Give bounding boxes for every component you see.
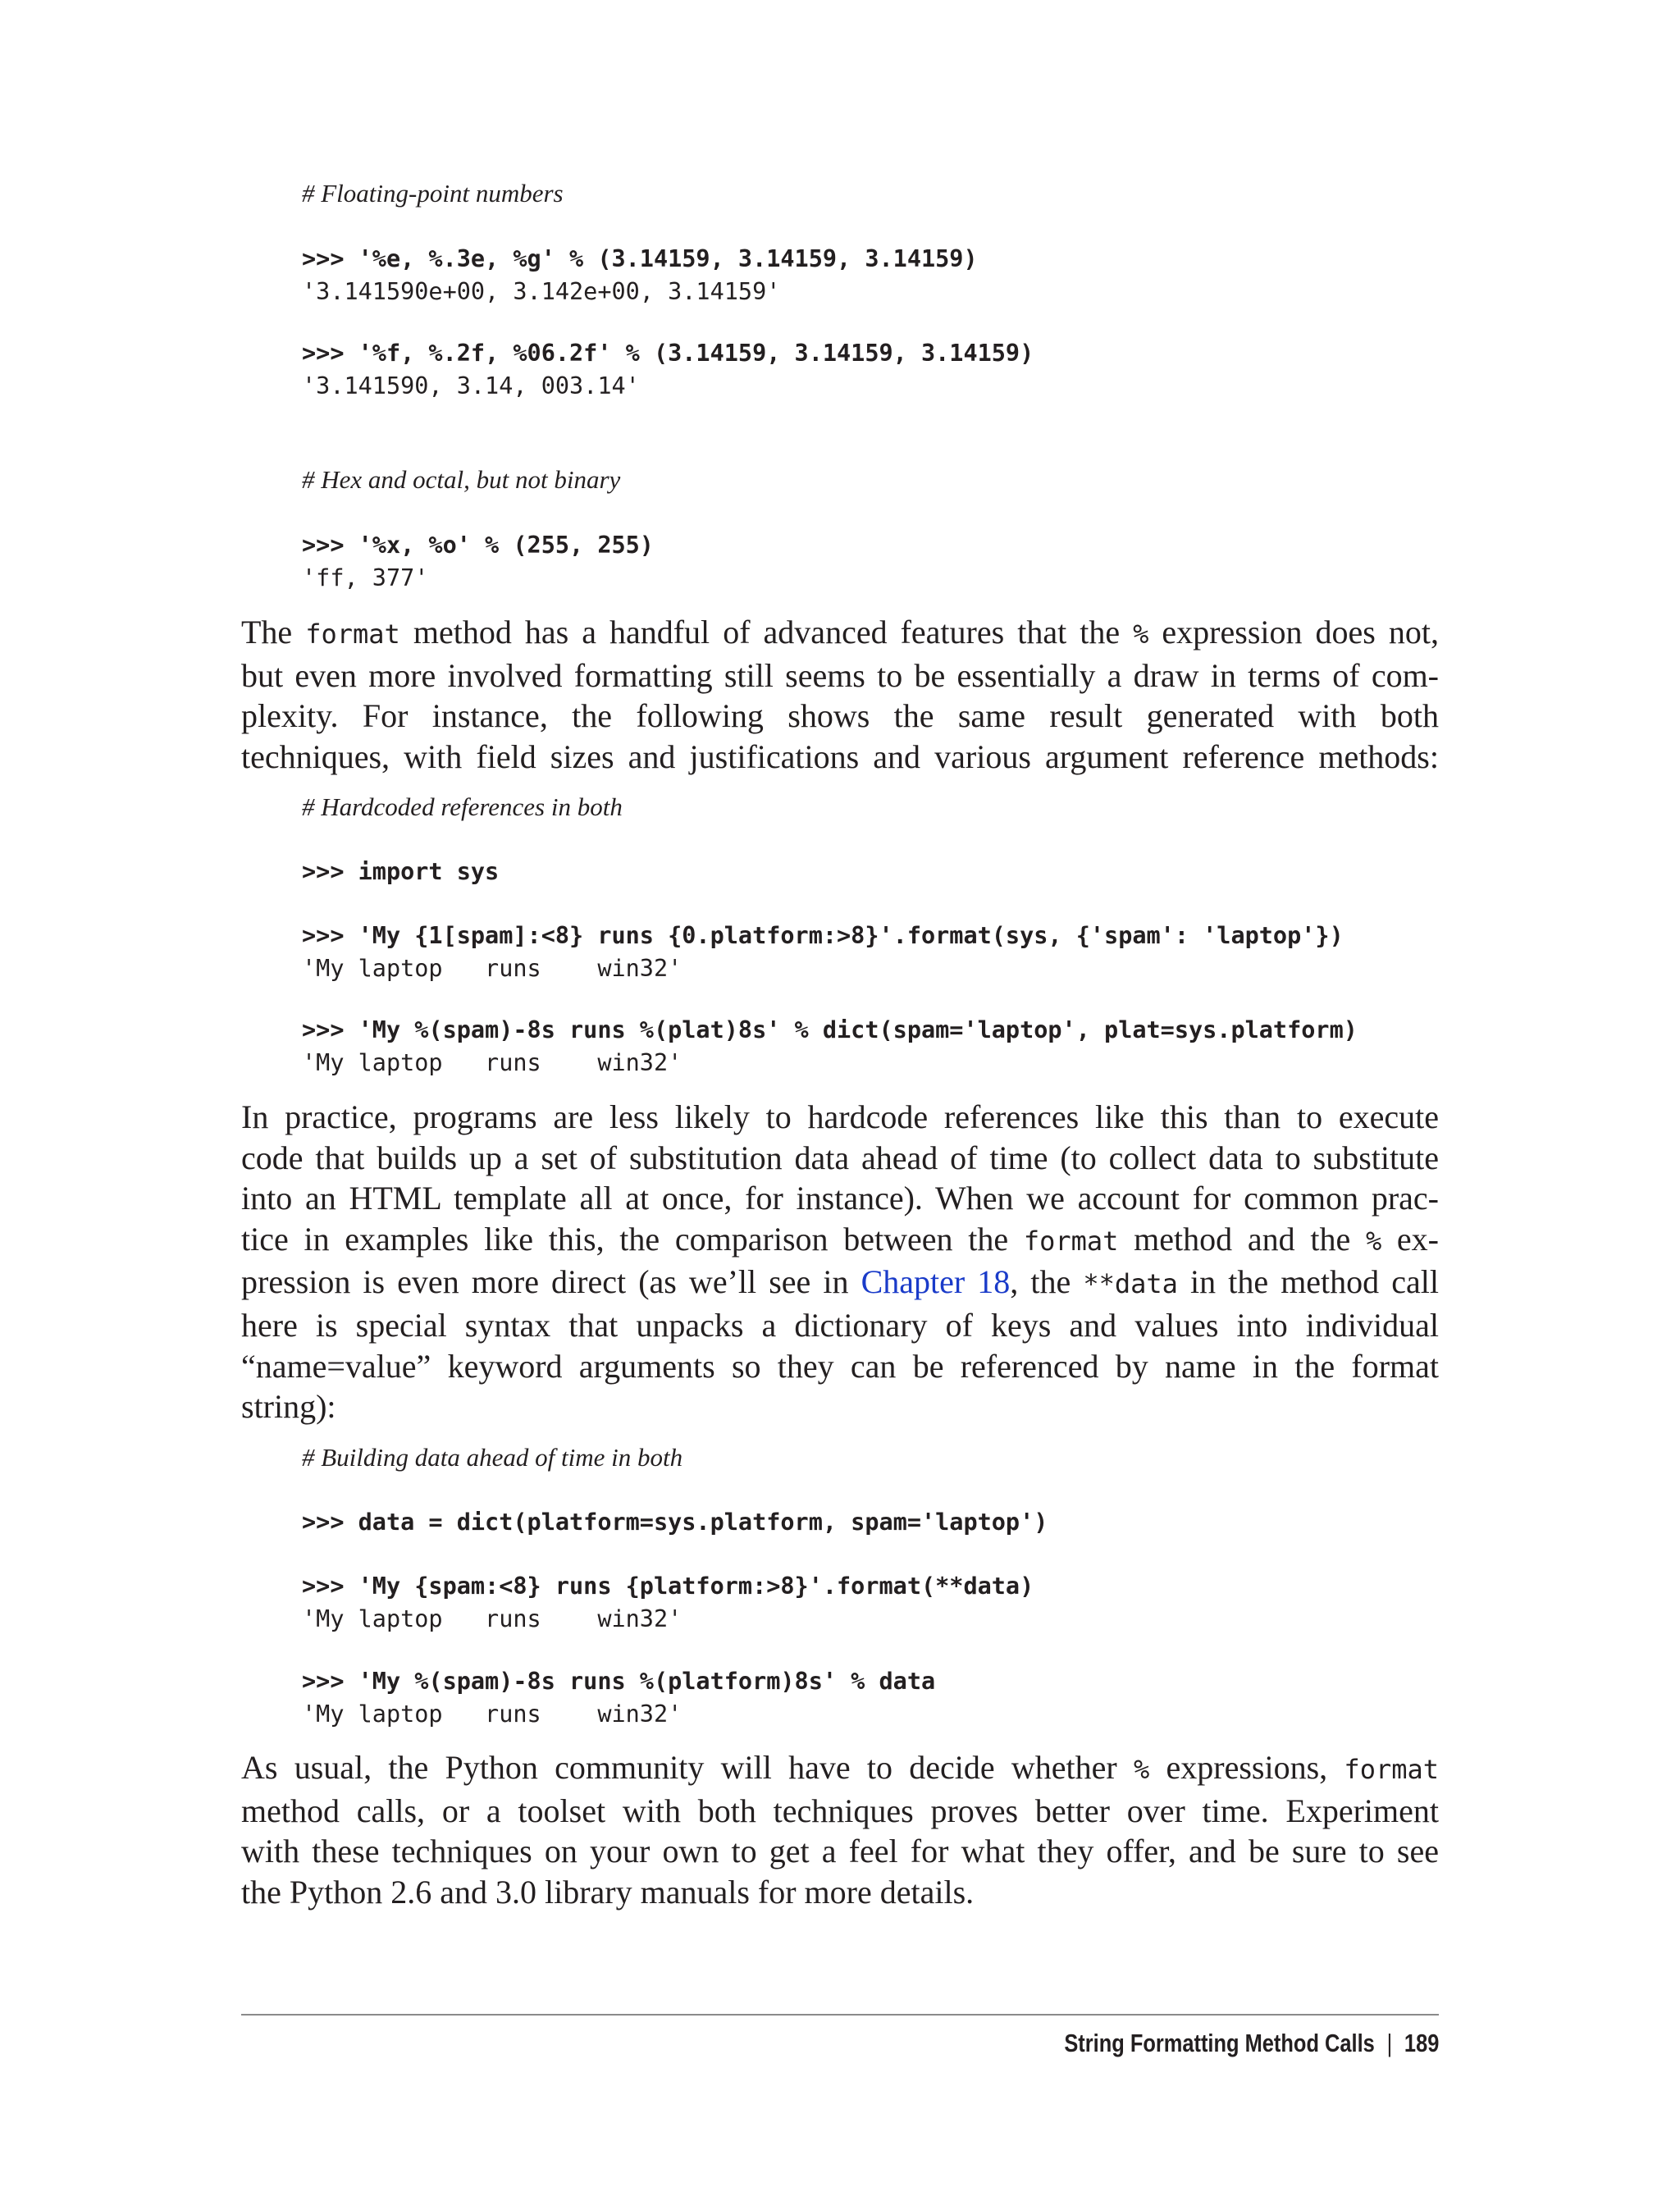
code-output-line: 'My laptop runs win32' xyxy=(302,1605,682,1632)
inline-code: % xyxy=(1133,619,1149,650)
inline-code: % xyxy=(1133,1754,1150,1785)
code-input-line: >>> '%f, %.2f, %06.2f' % (3.14159, 3.14159, 3.14159) xyxy=(302,340,1034,367)
paragraph-line: pression is even more direct (as we’ll see in Chapter 18, the **data in the method call xyxy=(241,1263,1439,1301)
code-comment-floating-point: # Floating-point numbers xyxy=(302,179,564,208)
code-comment-hex-octal: # Hex and octal, but not binary xyxy=(302,465,621,494)
inline-code: format xyxy=(1023,1225,1119,1257)
code-input-line: >>> 'My %(spam)-8s runs %(platform)8s' % data xyxy=(302,1668,936,1695)
code-block-format-data xyxy=(302,1570,1034,1636)
inline-code: **data xyxy=(1083,1268,1178,1300)
code-output-line: 'My laptop runs win32' xyxy=(302,1701,682,1728)
paragraph-line: the Python 2.6 and 3.0 library manuals for more details. xyxy=(241,1873,975,1911)
code-input-line: >>> '%x, %o' % (255, 255) xyxy=(302,532,654,559)
paragraph-line: here is special syntax that unpacks a dictionary of keys and values into individual xyxy=(241,1306,1439,1344)
inline-code: format xyxy=(305,619,400,650)
paragraph-line: The format method has a handful of advanced features that the % expression does not, xyxy=(241,614,1439,651)
footer-separator: | xyxy=(1386,2029,1392,2057)
paragraph-line: with these techniques on your own to get a feel for what they offer, and be sure to see xyxy=(241,1833,1439,1870)
code-output-line: 'My laptop runs win32' xyxy=(302,955,682,982)
code-block-hex xyxy=(302,529,654,595)
code-comment-building-data: # Building data ahead of time in both xyxy=(302,1443,683,1472)
code-block-percent-data xyxy=(302,1665,935,1731)
footer-section-title: String Formatting Method Calls xyxy=(1063,2029,1375,2057)
code-block-percent-hardcoded xyxy=(302,1014,1358,1080)
code-input-line: >>> 'My {1[spam]:<8} runs {0.platform:>8}'.format(sys, {'spam': 'laptop'}) xyxy=(302,922,1344,949)
code-output-line: 'ff, 377' xyxy=(302,564,429,591)
paragraph-line: “name=value” keyword arguments so they can be referenced by name in the format xyxy=(241,1347,1439,1385)
paragraph-line: string): xyxy=(241,1388,336,1426)
paragraph-line: tice in examples like this, the comparison between the format method and the % ex- xyxy=(241,1220,1440,1258)
paragraph-line: techniques, with field sizes and justifications and various argument reference methods: xyxy=(241,737,1439,775)
code-block-import xyxy=(302,856,499,888)
paragraph-line: In practice, programs are less likely to hardcode references like this than to execute xyxy=(241,1098,1439,1135)
inline-code: format xyxy=(1344,1754,1440,1785)
code-output-line: 'My laptop runs win32' xyxy=(302,1049,682,1076)
code-block-data-dict xyxy=(302,1506,1048,1539)
code-input-line: >>> '%e, %.3e, %g' % (3.14159, 3.14159, 3.14159) xyxy=(302,245,978,272)
paragraph-line: plexity. For instance, the following shows the same result generated with both xyxy=(241,697,1439,735)
code-output-line: '3.141590e+00, 3.142e+00, 3.14159' xyxy=(302,278,781,305)
paragraph-in-practice xyxy=(241,1097,1439,1427)
inline-code: % xyxy=(1365,1225,1382,1257)
code-input-line: >>> 'My {spam:<8} runs {platform:>8}'.format(**data) xyxy=(302,1573,1034,1600)
code-input-line: >>> data = dict(platform=sys.platform, spam='laptop') xyxy=(302,1509,1048,1536)
page-footer xyxy=(1064,2024,1439,2063)
footer-divider xyxy=(241,2014,1439,2016)
chapter-18-link[interactable]: Chapter 18 xyxy=(861,1263,1011,1301)
code-block-format-hardcoded xyxy=(302,920,1344,985)
paragraph-as-usual xyxy=(241,1747,1439,1912)
code-input-line: >>> import sys xyxy=(302,858,500,885)
paragraph-line: but even more involved formatting still seems to be essentially a draw in terms of com- xyxy=(241,656,1439,694)
paragraph-line: code that builds up a set of substitution data ahead of time (to collect data to substitute xyxy=(241,1139,1439,1176)
paragraph-line: method calls, or a toolset with both techniques proves better over time. Experiment xyxy=(241,1792,1439,1829)
code-block-float-1 xyxy=(302,243,978,308)
paragraph-line: into an HTML template all at once, for instance). When we account for common prac- xyxy=(241,1180,1439,1217)
code-output-line: '3.141590, 3.14, 003.14' xyxy=(302,372,640,399)
code-comment-hardcoded: # Hardcoded references in both xyxy=(302,792,623,821)
code-block-float-2 xyxy=(302,337,1034,403)
code-input-line: >>> 'My %(spam)-8s runs %(plat)8s' % dict(spam='laptop', plat=sys.platform) xyxy=(302,1016,1358,1043)
page-number: 189 xyxy=(1404,2029,1439,2057)
paragraph-line: As usual, the Python community will have to decide whether % expressions, format xyxy=(241,1749,1440,1786)
paragraph-format-features xyxy=(241,612,1439,777)
